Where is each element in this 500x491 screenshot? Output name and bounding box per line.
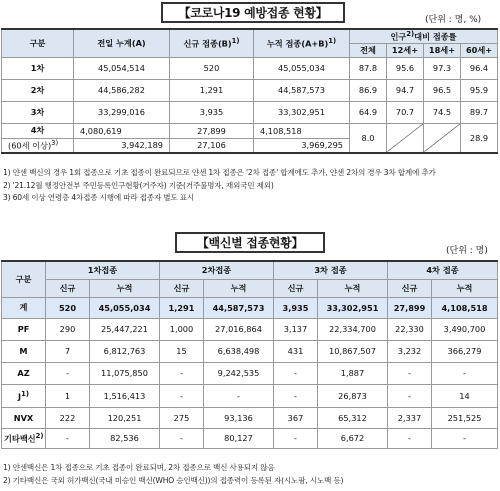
table-row <box>2 79 498 101</box>
cell-ratio-18: 97.3 <box>424 57 461 79</box>
table-row <box>2 362 498 384</box>
cell-ratio-60: 28.9 <box>461 123 498 153</box>
cell-ratio-12-empty <box>387 123 424 153</box>
vaccination-status-title: 【코로나19 예방접종 현황】 <box>161 2 345 23</box>
cell-total: 45,055,034 <box>254 57 350 79</box>
header-new: 신규 <box>274 279 318 297</box>
table-row <box>2 123 498 138</box>
cell-new: - <box>46 362 90 384</box>
cell-ratio-12: 95.6 <box>387 57 424 79</box>
row-label: AZ <box>2 362 46 384</box>
cell-cumulative: 93,136 <box>204 407 274 428</box>
header-new: 신규 <box>46 279 90 297</box>
header-ratio-12: 12세+ <box>387 43 424 57</box>
table-row <box>2 384 498 407</box>
cell-new-60plus: 27,106 <box>170 138 254 153</box>
cell-cumulative: 22,334,700 <box>318 318 388 340</box>
cell-cumulative: 14 <box>432 384 498 407</box>
cell-new: - <box>388 362 432 384</box>
cell-new: 27,899 <box>388 297 432 318</box>
header-category: 구분 <box>2 261 46 297</box>
note-2: 2) 기타백신은 국외 허가백신(국내 미승인 백신(WHO 승인백신))의 접종력이 등록된 자(시노팜, 시노백 등) <box>3 475 344 485</box>
header-ratio-60: 60세+ <box>461 43 498 57</box>
cell-cumulative: 6,812,763 <box>90 340 160 362</box>
vaccine-type-title: 【백신별 접종현황】 <box>175 232 325 253</box>
cell-total: 44,587,573 <box>254 79 350 101</box>
note-2: 2) '21.12월 행정안전부 주민등록인구현황(거주자) 기준(거주불명자, 재외국민 제외) <box>3 180 274 190</box>
cell-ratio-60: 95.9 <box>461 79 498 101</box>
cell-ratio-60: 89.7 <box>461 101 498 123</box>
table-row <box>2 57 498 79</box>
unit-label-2: (단위 : 명) <box>446 246 488 256</box>
cell-prev: 33,299,016 <box>74 101 170 123</box>
cell-ratio-all: 8.0 <box>350 123 387 153</box>
row-label-60plus: (60세 이상)$^{3)}$ <box>2 138 74 153</box>
total-row <box>2 297 498 318</box>
cell-new: 7 <box>46 340 90 362</box>
cell-new: 290 <box>46 318 90 340</box>
cell-new: 520 <box>170 57 254 79</box>
cell-new: - <box>274 362 318 384</box>
cell-prev: 45,054,514 <box>74 57 170 79</box>
cell-new: 3,137 <box>274 318 318 340</box>
note-1: 1) 얀센 백신의 경우 1회 접종으로 기초 접종이 완료되므로 얀센 1차 접종은 '2차 접종' 합계에도 추가, 얀센 2차의 경우 3차 합계에 추가 <box>3 168 436 177</box>
cell-ratio-18: 96.5 <box>424 79 461 101</box>
header-cumulative-prev: 전일 누계(A) <box>74 29 170 57</box>
cell-new: 275 <box>160 407 204 428</box>
cell-cumulative: 1,887 <box>318 362 388 384</box>
row-label: 계 <box>2 297 46 318</box>
cell-cumulative: 4,108,518 <box>432 297 498 318</box>
cell-prev: 4,080,619 <box>74 123 170 138</box>
row-label: NVX <box>2 407 46 428</box>
cell-new: - <box>388 384 432 407</box>
cell-new: - <box>46 428 90 448</box>
cell-cumulative: 251,525 <box>432 407 498 428</box>
header-new: 신규 <box>160 279 204 297</box>
cell-total: 4,108,518 <box>254 123 350 138</box>
header-dose-1: 1차접종 <box>46 261 160 279</box>
cell-ratio-18: 74.5 <box>424 101 461 123</box>
cell-new: 27,899 <box>170 123 254 138</box>
cell-new: 520 <box>46 297 90 318</box>
header-ratio-all: 전체 <box>350 43 387 57</box>
row-label: 3차 <box>2 101 74 123</box>
cell-cumulative: 9,242,535 <box>204 362 274 384</box>
cell-total-60plus: 3,969,295 <box>254 138 350 153</box>
cell-cumulative: 6,672 <box>318 428 388 448</box>
header-cumulative: 누적 <box>432 279 498 297</box>
cell-new: - <box>160 428 204 448</box>
cell-cumulative: 25,447,221 <box>90 318 160 340</box>
row-label: 2차 <box>2 79 74 101</box>
table-row <box>2 101 498 123</box>
cell-cumulative: 80,127 <box>204 428 274 448</box>
cell-ratio-12: 94.7 <box>387 79 424 101</box>
row-label: 1차 <box>2 57 74 79</box>
cell-ratio-all: 86.9 <box>350 79 387 101</box>
cell-new: 1 <box>46 384 90 407</box>
cell-cumulative: - <box>432 362 498 384</box>
cell-cumulative: 10,867,507 <box>318 340 388 362</box>
cell-new: - <box>388 428 432 448</box>
cell-cumulative: - <box>204 384 274 407</box>
header-cumulative: 누적 <box>90 279 160 297</box>
cell-new: 3,232 <box>388 340 432 362</box>
cell-cumulative: 82,536 <box>90 428 160 448</box>
header-cumulative: 누적 <box>204 279 274 297</box>
cell-prev: 44,586,282 <box>74 79 170 101</box>
row-label: 기타백신$^{2)}$ <box>2 428 46 448</box>
section2-notes <box>3 462 343 487</box>
note-1: 1) 얀센백신은 1차 접종으로 기초 접종이 완료되며, 2차 접종으로 백신 사용되지 않음 <box>3 463 275 472</box>
unit-label-1: (단위 : 명, %) <box>425 15 482 25</box>
cell-cumulative: 44,587,573 <box>204 297 274 318</box>
cell-total: 33,302,951 <box>254 101 350 123</box>
cell-new: - <box>160 384 204 407</box>
cell-new: 1,291 <box>170 79 254 101</box>
cell-new: 3,935 <box>274 297 318 318</box>
cell-new: - <box>160 362 204 384</box>
table-row <box>2 318 498 340</box>
cell-cumulative: 65,312 <box>318 407 388 428</box>
cell-prev-60plus: 3,942,189 <box>74 138 170 153</box>
cell-new: 1,291 <box>160 297 204 318</box>
cell-new: 22,330 <box>388 318 432 340</box>
cell-new: 3,935 <box>170 101 254 123</box>
cell-ratio-18-empty <box>424 123 461 153</box>
row-label: 4차 <box>2 123 74 138</box>
cell-new: 2,337 <box>388 407 432 428</box>
section1-notes <box>3 167 436 205</box>
cell-cumulative: 33,302,951 <box>318 297 388 318</box>
row-label: PF <box>2 318 46 340</box>
cell-cumulative: 1,516,413 <box>90 384 160 407</box>
row-label: M <box>2 340 46 362</box>
cell-new: 222 <box>46 407 90 428</box>
cell-cumulative: 11,075,850 <box>90 362 160 384</box>
table-row <box>2 340 498 362</box>
cell-cumulative: - <box>432 428 498 448</box>
cell-ratio-all: 87.8 <box>350 57 387 79</box>
header-cumulative-total: 누적 접종$(A+B)^{1)}$ <box>254 29 350 57</box>
header-cumulative: 누적 <box>318 279 388 297</box>
cell-cumulative: 366,279 <box>432 340 498 362</box>
note-3: 3) 60세 이상 연령층 4차접종 시행에 따라 접종자 별도 표시 <box>3 193 195 203</box>
cell-new: - <box>274 384 318 407</box>
header-new: 신규 접종$(B)^{1)}$ <box>170 29 254 57</box>
cell-ratio-all: 64.9 <box>350 101 387 123</box>
vaccine-type-table <box>1 260 498 449</box>
header-category: 구분 <box>2 29 74 57</box>
row-label: $J^{1)}$ <box>2 384 46 407</box>
table-row <box>2 428 498 448</box>
header-new: 신규 <box>388 279 432 297</box>
header-ratio-18: 18세+ <box>424 43 461 57</box>
cell-cumulative: 26,873 <box>318 384 388 407</box>
cell-new: 1,000 <box>160 318 204 340</box>
cell-cumulative: 120,251 <box>90 407 160 428</box>
cell-new: 15 <box>160 340 204 362</box>
cell-new: - <box>274 428 318 448</box>
table-row <box>2 407 498 428</box>
header-dose-4: 4차 접종 <box>388 261 498 279</box>
cell-cumulative: 45,055,034 <box>90 297 160 318</box>
cell-new: 431 <box>274 340 318 362</box>
cell-ratio-12: 70.7 <box>387 101 424 123</box>
header-ratio-group: 인구$^{2)}$대비 접종률 <box>350 29 498 43</box>
header-dose-3: 3차 접종 <box>274 261 388 279</box>
header-dose-2: 2차접종 <box>160 261 274 279</box>
cell-ratio-60: 96.4 <box>461 57 498 79</box>
cell-cumulative: 6,638,498 <box>204 340 274 362</box>
cell-cumulative: 27,016,864 <box>204 318 274 340</box>
cell-new: 367 <box>274 407 318 428</box>
vaccination-status-table <box>1 28 498 154</box>
cell-cumulative: 3,490,700 <box>432 318 498 340</box>
